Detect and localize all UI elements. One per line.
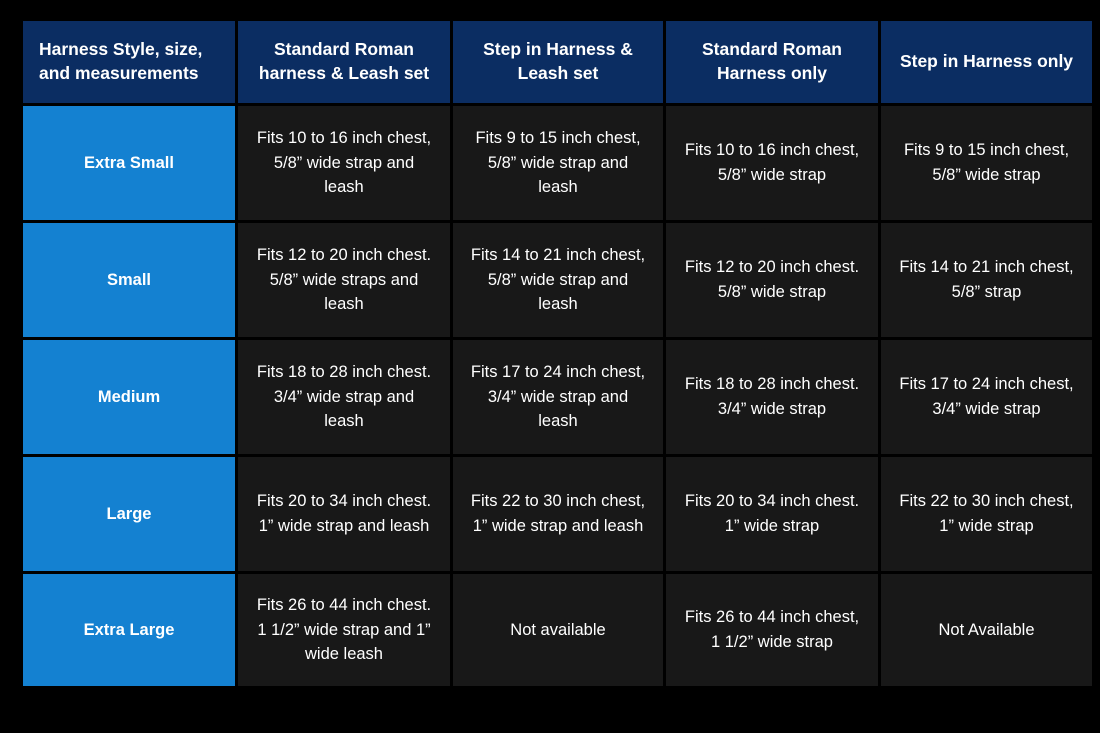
harness-size-chart-table [20,18,1095,689]
table-row [23,106,1092,220]
row-label-extra-small: Extra Small [23,106,235,220]
cell-large-standard-roman-only: Fits 20 to 34 inch chest. 1” wide strap [666,457,878,571]
cell-extra-large-step-in-only: Not Available [881,574,1092,686]
cell-small-step-in-only: Fits 14 to 21 inch chest, 5/8” strap [881,223,1092,337]
cell-medium-step-in-set: Fits 17 to 24 inch chest, 3/4” wide strap and leash [453,340,663,454]
cell-small-standard-roman-set: Fits 12 to 20 inch chest. 5/8” wide straps and leash [238,223,450,337]
header-row [23,21,1092,103]
cell-extra-small-step-in-set: Fits 9 to 15 inch chest, 5/8” wide strap and leash [453,106,663,220]
cell-small-step-in-set: Fits 14 to 21 inch chest, 5/8” wide strap and leash [453,223,663,337]
row-label-medium: Medium [23,340,235,454]
column-header-step-in-harness-only: Step in Harness only [881,21,1092,103]
row-label-extra-large: Extra Large [23,574,235,686]
column-header-style-size-measurements: Harness Style, size, and measurements [23,21,235,103]
table-row [23,223,1092,337]
column-header-standard-roman-harness-leash-set: Standard Roman harness & Leash set [238,21,450,103]
cell-extra-large-step-in-set: Not available [453,574,663,686]
column-header-standard-roman-harness-only: Standard Roman Harness only [666,21,878,103]
cell-extra-large-standard-roman-set: Fits 26 to 44 inch chest. 1 1/2” wide strap and 1” wide leash [238,574,450,686]
table-row [23,457,1092,571]
cell-large-step-in-only: Fits 22 to 30 inch chest, 1” wide strap [881,457,1092,571]
cell-large-step-in-set: Fits 22 to 30 inch chest, 1” wide strap and leash [453,457,663,571]
cell-small-standard-roman-only: Fits 12 to 20 inch chest. 5/8” wide strap [666,223,878,337]
cell-extra-large-standard-roman-only: Fits 26 to 44 inch chest, 1 1/2” wide strap [666,574,878,686]
column-header-step-in-harness-leash-set: Step in Harness & Leash set [453,21,663,103]
row-label-large: Large [23,457,235,571]
cell-extra-small-standard-roman-only: Fits 10 to 16 inch chest, 5/8” wide strap [666,106,878,220]
cell-extra-small-standard-roman-set: Fits 10 to 16 inch chest, 5/8” wide strap and leash [238,106,450,220]
table-body [23,106,1092,686]
cell-medium-standard-roman-only: Fits 18 to 28 inch chest. 3/4” wide strap [666,340,878,454]
cell-extra-small-step-in-only: Fits 9 to 15 inch chest, 5/8” wide strap [881,106,1092,220]
table-header [23,21,1092,103]
table-row [23,574,1092,686]
cell-large-standard-roman-set: Fits 20 to 34 inch chest. 1” wide strap and leash [238,457,450,571]
cell-medium-standard-roman-set: Fits 18 to 28 inch chest. 3/4” wide strap and leash [238,340,450,454]
row-label-small: Small [23,223,235,337]
table-row [23,340,1092,454]
cell-medium-step-in-only: Fits 17 to 24 inch chest, 3/4” wide strap [881,340,1092,454]
